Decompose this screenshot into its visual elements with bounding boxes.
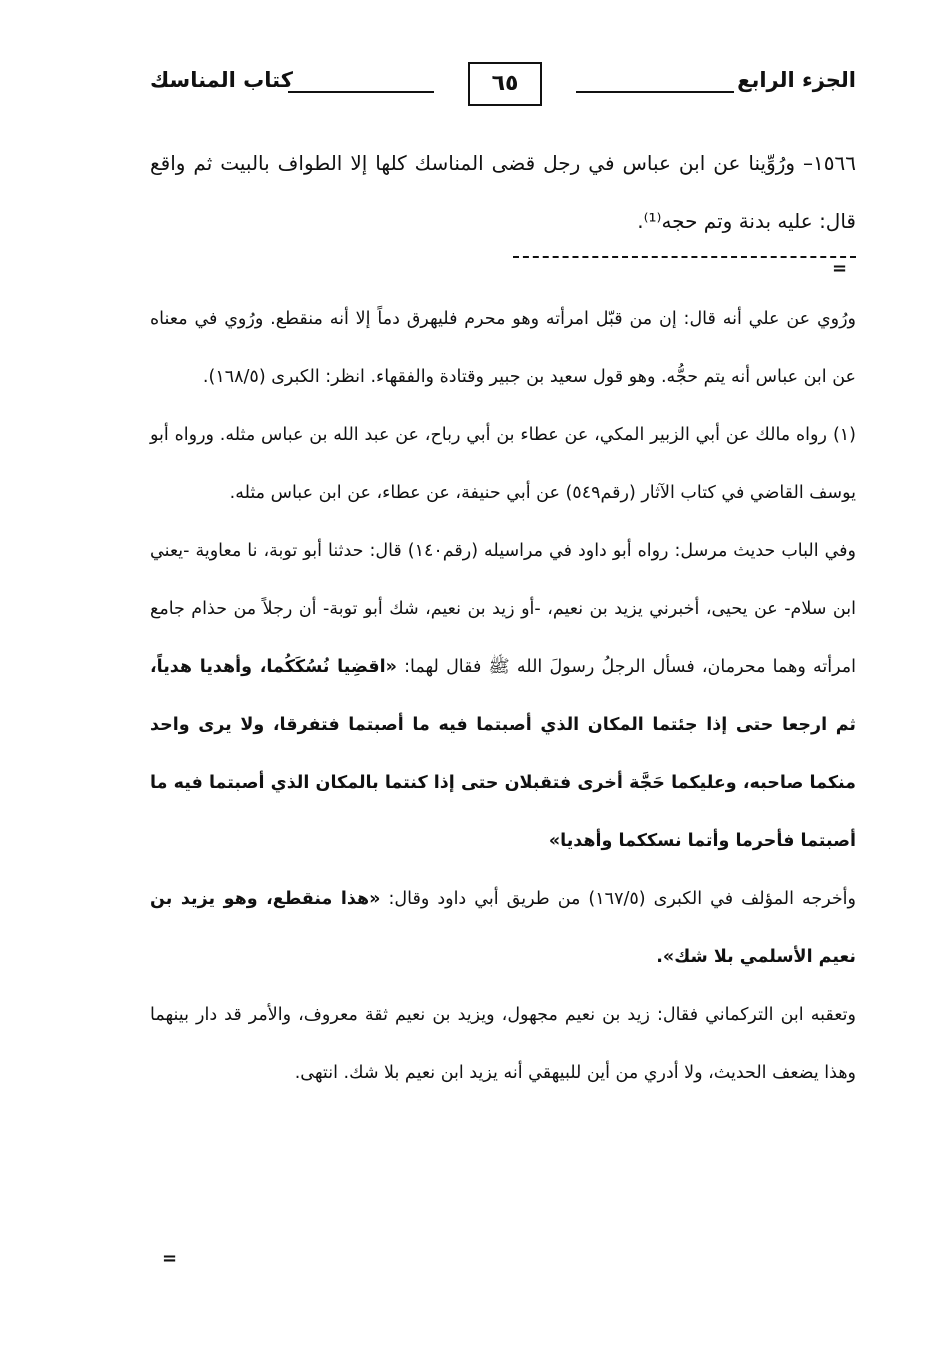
main-text	[150, 134, 856, 250]
continuation-mark-bottom: =	[162, 1248, 178, 1269]
hadith-1566: ١٥٦٦– ورُوِّينا عن ابن عباس في رجل قضى المناسك كلها إلا الطواف بالبيت ثم واقع قال: عليه بدنة وتم حجه⁽¹⁾.	[150, 151, 856, 233]
footnote-mursal-text: وفي الباب حديث مرسل: رواه أبو داود في مراسيله (رقم١٤٠) قال: حدثنا أبو توبة، نا معاوية -يعني ابن سلام- عن يحيى، أخبرني يزيد بن نعيم، -أو زيد بن نعيم، شك أبو توبة- أن رجلاً من حذام جامع امرأته وهما محرمان، فسأل الرجلُ رسولَ الله ﷺ فقال لهما:	[150, 541, 856, 677]
header-rule-right	[576, 91, 734, 93]
chapter-title: كتاب المناسك	[150, 68, 293, 92]
footnote-kubra-text: وأخرجه المؤلف في الكبرى (١٦٧/٥) من طريق أبي داود وقال:	[380, 889, 856, 909]
hadith-quote: «اقضِيا نُسُكَكُما، وأهديا هدياً، ثم ارجعا حتى إذا جئتما المكان الذي أصبتما فيه ما أصبتما فتفرقا، ولا يرى واحد منكما صاحبه، وعليكما حَجَّة أخرى فتقبلان حتى إذا كنتما بالمكان الذي أصبتما فيه ما أصبتما فأحرما وأتما نسككما وأهديا»	[150, 657, 856, 851]
header-rule-left	[288, 91, 434, 93]
continuation-mark-top: =	[832, 258, 848, 279]
footnote-turkmani: وتعقبه ابن التركماني فقال: زيد بن نعيم مجهول، ويزيد بن نعيم ثقة معروف، والأمر قد دار بينهما وهذا يضعف الحديث، ولا أدري من أين للبيهقي أنه يزيد ابن نعيم بلا شك. انتهى.	[150, 1005, 856, 1083]
footnote-1-label: (١)	[832, 425, 856, 445]
footnote-continued: ورُوي عن علي أنه قال: إن من قبّل امرأته وهو محرم فليهرق دماً إلا أنه منقطع. ورُوي في معناه عن ابن عباس أنه يتم حجُّه. وهو قول سعيد بن جبير وقتادة والفقهاء. انظر: الكبرى (١٦٨/٥).	[150, 309, 856, 387]
page-number-box: ٦٥	[468, 62, 542, 106]
footnote-separator	[513, 256, 856, 258]
footnote-1-text: رواه مالك عن أبي الزبير المكي، عن عطاء بن أبي رباح، عن عبد الله بن عباس مثله. ورواه أبو يوسف القاضي في كتاب الآثار (رقم٥٤٩) عن أبي حنيفة، عن عطاء، عن ابن عباس مثله.	[150, 425, 856, 503]
kubra-quote: «هذا منقطع، وهو يزيد بن نعيم الأسلمي بلا شك».	[150, 889, 856, 967]
footnote-mursal	[150, 522, 856, 870]
page-header	[150, 62, 856, 110]
footnotes	[150, 290, 856, 1102]
volume-title: الجزء الرابع	[737, 68, 856, 92]
footnote-kubra	[150, 870, 856, 986]
footnote-1	[150, 406, 856, 522]
